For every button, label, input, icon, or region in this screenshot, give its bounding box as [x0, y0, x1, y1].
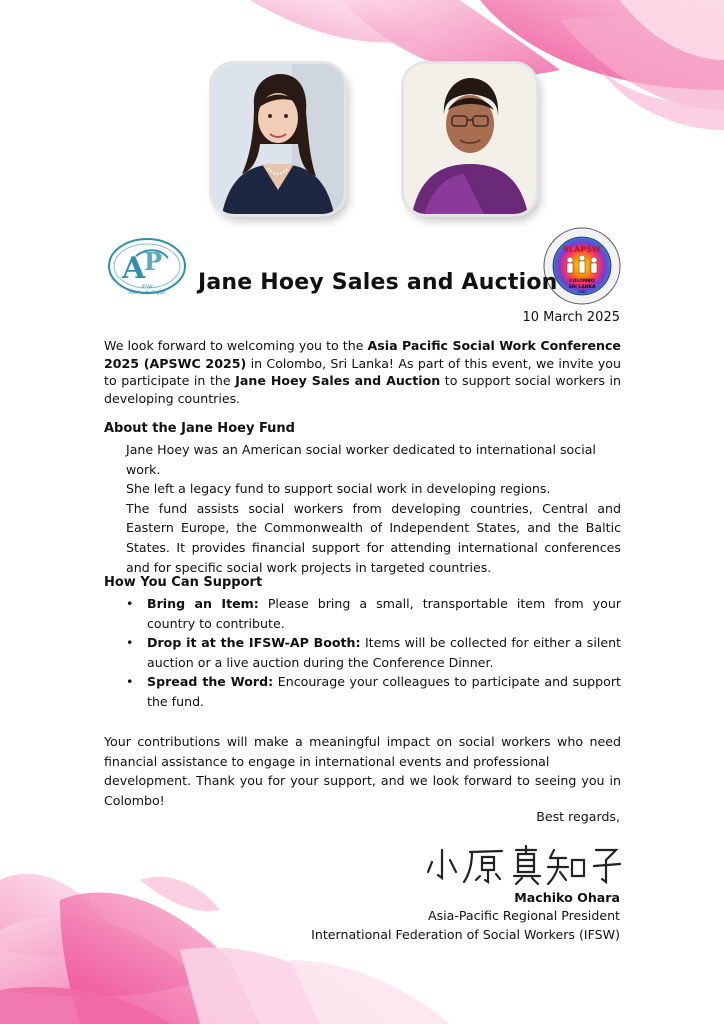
intro-text-2: in Colombo, Sri Lanka! As part of this event, we invite you to participate in the: [104, 355, 621, 388]
bullet-icon: •: [126, 635, 134, 651]
svg-text:COLOMBO: COLOMBO: [569, 279, 595, 284]
list-item-label: Spread the Word:: [147, 674, 274, 690]
about-line-2: She left a legacy fund to support social work in developing regions.: [126, 481, 551, 497]
closing-line: Your contributions will make a meaningful impact on social workers who need: [104, 734, 621, 749]
conference-name: Asia Pacific Social Work Conference 2025 (APSWC 2025): [104, 338, 621, 371]
woman-portrait-icon: [404, 64, 536, 214]
list-item: [126, 672, 621, 711]
letter-date: 10 March 2025: [522, 310, 620, 325]
bullet-icon: •: [126, 674, 134, 690]
closing-line: financial assistance to engage in international events and professional: [104, 753, 550, 769]
about-line-1: Jane Hoey was an American social worker dedicated to international social work.: [126, 442, 596, 477]
list-item-text: Please bring a small, transportable item from your country to contribute.: [147, 596, 621, 631]
list-item-text: Encourage your colleagues to participate and support the fund.: [147, 674, 621, 709]
svg-text:SLAPSW: SLAPSW: [563, 245, 601, 254]
intro-paragraph: [104, 337, 621, 407]
page-title: Jane Hoey Sales and Auction: [198, 270, 558, 295]
svg-text:1962: 1962: [577, 290, 587, 294]
svg-text:SRI LANKA: SRI LANKA: [568, 285, 596, 290]
list-item-label: Drop it at the IFSW-AP Booth:: [147, 635, 361, 651]
signer-name: Machiko Ohara: [514, 890, 620, 905]
event-name: Jane Hoey Sales and Auction: [235, 373, 441, 388]
bullet-icon: •: [126, 596, 134, 611]
portrait-photo-left: [212, 64, 344, 214]
closing-line: Colombo!: [104, 792, 165, 808]
signature-icon: [420, 842, 630, 888]
svg-text:Asia Pacific Region: Asia Pacific Region: [128, 290, 166, 295]
signer-organization: International Federation of Social Workers (IFSW): [311, 927, 620, 942]
closing-paragraph: [104, 732, 621, 810]
svg-text:P: P: [144, 247, 163, 276]
handwritten-signature: [420, 842, 630, 888]
svg-text:IFSW: IFSW: [141, 285, 153, 290]
about-heading: About the Jane Hoey Fund: [104, 421, 295, 436]
intro-text-3: to support social workers in developing countries.: [104, 373, 621, 406]
ifsw-ap-logo: [106, 236, 188, 300]
intro-text-1: We look forward to welcoming you to the: [104, 338, 368, 353]
woman-portrait-icon: [212, 64, 344, 214]
list-item-text: Items will be collected for either a silent auction or a live auction during the Conference Dinner.: [147, 635, 621, 670]
signer-role: Asia-Pacific Regional President: [427, 908, 620, 923]
about-paragraph: The fund assists social workers from developing countries, Central and Eastern Europe, the Commonwealth of Independent States, and the Baltic States. It provides financial support for attending international conferences and for specific social work projects in targeted countries.: [126, 500, 621, 575]
closing-regards: Best regards,: [536, 809, 620, 824]
closing-line: development. Thank you for your support, and we look forward to seeing you in: [104, 773, 621, 789]
list-item: [126, 633, 621, 672]
about-section: [126, 440, 621, 577]
list-item-label: Bring an Item:: [147, 596, 259, 611]
ifsw-ap-logo-icon: [106, 236, 188, 300]
portrait-photo-right: [404, 64, 536, 214]
support-list: [126, 594, 621, 712]
svg-text:A: A: [122, 251, 146, 286]
support-heading: How You Can Support: [104, 575, 263, 590]
list-item: [126, 594, 621, 633]
